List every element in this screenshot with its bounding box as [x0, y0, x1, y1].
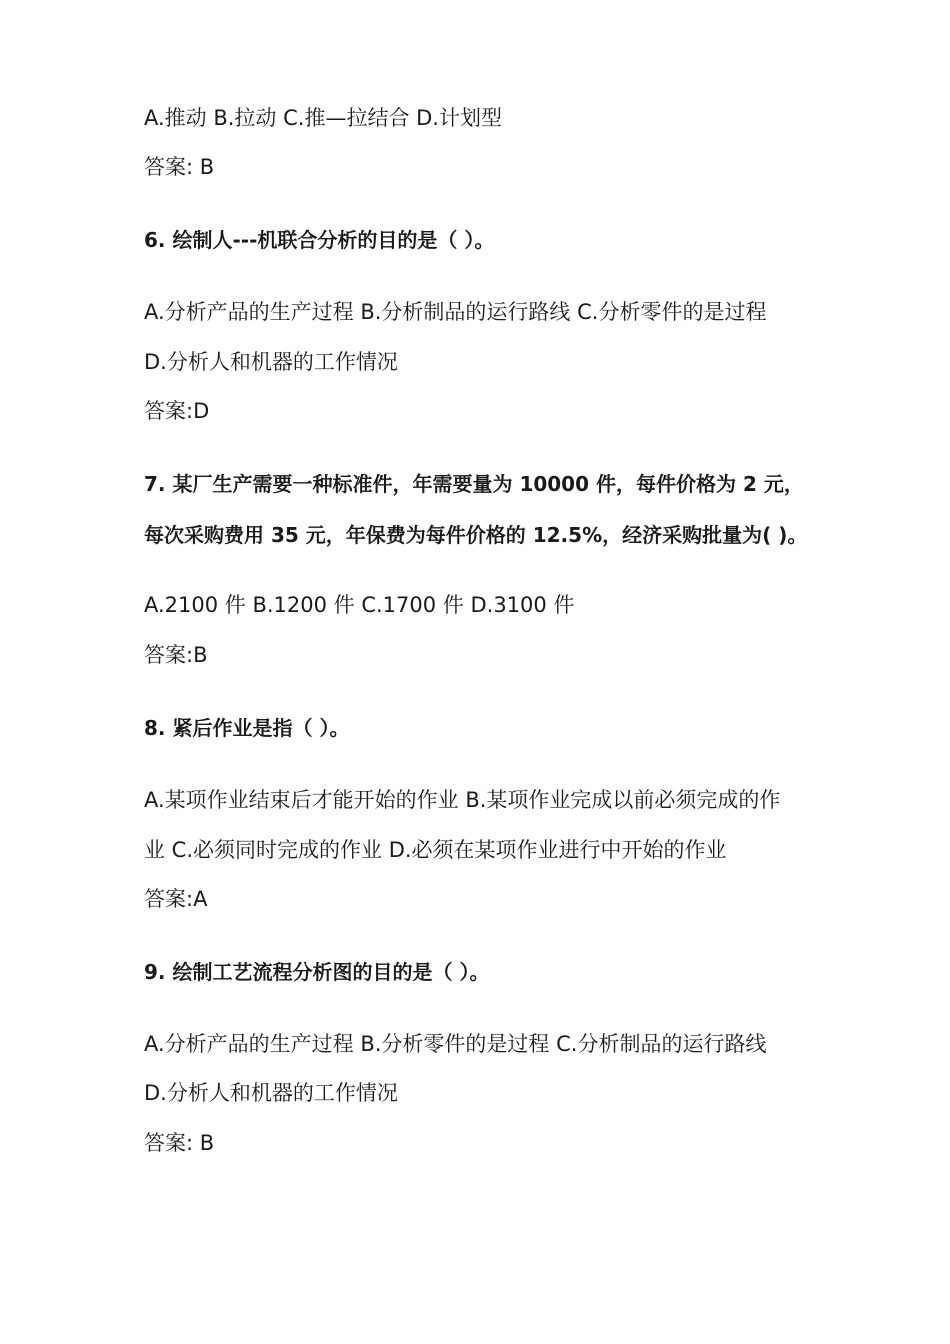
q6-options-line1: A.分析产品的生产过程 B.分析制品的运行路线 C.分析零件的是过程 [144, 300, 767, 324]
q7-question-line2: 每次采购费用 35 元，年保费为每件价格的 12.5%，经济采购批量为( )。 [144, 523, 808, 547]
q9-answer: 答案: B [144, 1131, 215, 1155]
q7-answer: 答案:B [144, 643, 208, 667]
q5-options: A.推动 B.拉动 C.推—拉结合 D.计划型 [144, 106, 502, 130]
q6-answer: 答案:D [144, 399, 210, 423]
q8-options-line2: 业 C.必须同时完成的作业 D.必须在某项作业进行中开始的作业 [144, 838, 727, 862]
q9-options-line2: D.分析人和机器的工作情况 [144, 1081, 398, 1105]
q7-question-line1: 7. 某厂生产需要一种标准件，年需要量为 10000 件，每件价格为 2 元， [144, 472, 804, 496]
q9-question: 9. 绘制工艺流程分析图的目的是（ ）。 [144, 960, 490, 984]
q5-answer: 答案: B [144, 155, 215, 179]
q6-question: 6. 绘制人---机联合分析的目的是（ ）。 [144, 228, 495, 252]
q8-options-line1: A.某项作业结束后才能开始的作业 B.某项作业完成以前必须完成的作 [144, 788, 781, 812]
q8-answer: 答案:A [144, 887, 208, 911]
q9-options-line1: A.分析产品的生产过程 B.分析零件的是过程 C.分析制品的运行路线 [144, 1032, 767, 1056]
q7-options: A.2100 件 B.1200 件 C.1700 件 D.3100 件 [144, 593, 575, 617]
q8-question: 8. 紧后作业是指（ ）。 [144, 716, 350, 740]
q6-options-line2: D.分析人和机器的工作情况 [144, 350, 398, 374]
